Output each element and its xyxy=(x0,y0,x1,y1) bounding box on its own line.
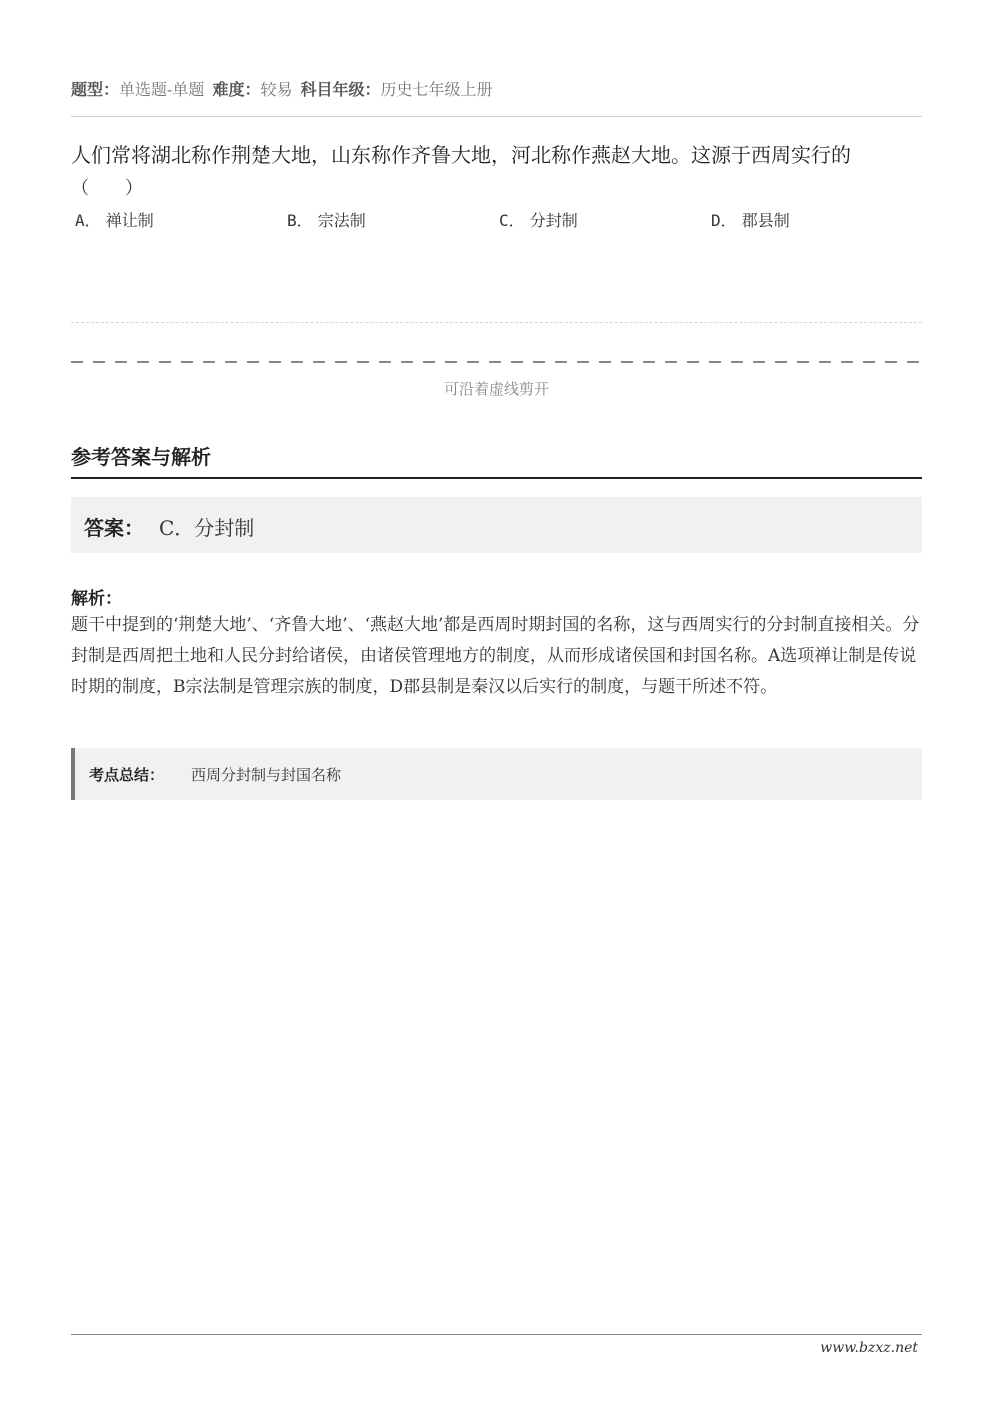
answer-value: C．分封制 xyxy=(159,516,255,540)
footer-divider xyxy=(71,1334,922,1335)
type-label: 题型： xyxy=(71,80,120,99)
question-meta xyxy=(71,78,922,102)
section-divider xyxy=(71,477,922,479)
key-point-summary xyxy=(71,748,922,800)
option-a: A． 禅让制 xyxy=(75,211,154,230)
analysis-label: 解析： xyxy=(71,589,122,609)
options-row xyxy=(71,208,922,234)
difficulty-label: 难度： xyxy=(212,80,261,99)
answer-section-title: 参考答案与解析 xyxy=(71,445,211,469)
option-d: D． 郡县制 xyxy=(711,211,790,230)
difficulty-value: 较易 xyxy=(260,80,293,99)
answer-area-dashed-line xyxy=(71,322,922,323)
subject-label: 科目年级： xyxy=(300,80,381,99)
answer-box xyxy=(71,497,922,553)
type-value: 单选题-单题 xyxy=(119,80,205,99)
question-stem: 人们常将湖北称作荆楚大地，山东称作齐鲁大地，河北称作燕赵大地。这源于西周实行的 xyxy=(71,143,851,167)
cut-line xyxy=(71,361,922,363)
answer-blank: （ ） xyxy=(71,178,143,199)
option-c: C． 分封制 xyxy=(499,211,578,230)
summary-label: 考点总结： xyxy=(89,766,165,784)
cut-note: 可沿着虚线剪开 xyxy=(443,380,549,398)
subject-value: 历史七年级上册 xyxy=(380,80,493,99)
answer-label: 答案： xyxy=(84,516,144,540)
option-b: B． 宗法制 xyxy=(287,211,366,230)
summary-value: 西周分封制与封国名称 xyxy=(191,766,342,784)
header-divider xyxy=(71,116,922,117)
footer-url: www.bzxz.net xyxy=(820,1340,918,1356)
analysis-text: 题干中提到的‘荆楚大地’、‘齐鲁大地’、‘燕赵大地’都是西周时期封国的名称，这与西周实行的分封制直接相关。分封制是西周把土地和人民分封给诸侯，由诸侯管理地方的制度，从而形成诸侯国和封国名称。A选项禅让制是传说时期的制度，B宗法制是管理宗族的制度，D郡县制是秦汉以后实行的制度，与题干所述不符。 xyxy=(71,615,920,697)
